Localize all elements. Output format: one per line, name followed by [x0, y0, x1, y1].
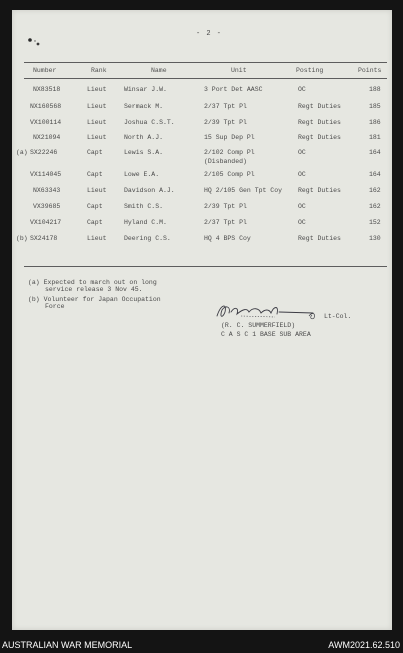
cell-number: NX21094 [33, 134, 61, 141]
column-header-rank: Rank [91, 67, 107, 74]
cell-number: VX104217 [30, 219, 62, 226]
cell-number: SX22246 [30, 149, 58, 156]
table-row [0, 235, 403, 244]
cell-rank: Lieut [87, 187, 107, 194]
cell-name: Hyland C.M. [124, 219, 167, 226]
cell-points: 130 [369, 235, 381, 242]
cell-unit: 2/37 Tpt Pl [204, 219, 247, 226]
cell-unit: 15 Sup Dep Pl [204, 134, 255, 141]
cell-rank: Capt [87, 171, 103, 178]
cell-points: 164 [369, 149, 381, 156]
cell-rank: Capt [87, 203, 103, 210]
table-row [0, 149, 403, 165]
cell-name: Winsar J.W. [124, 86, 167, 93]
cell-unit: 2/105 Comp Pl [204, 171, 255, 178]
cell-rank: Lieut [87, 119, 107, 126]
table-row [0, 171, 403, 180]
footnote-a-line2: service release 3 Nov 45. [45, 286, 143, 293]
cell-number: VX114045 [30, 171, 62, 178]
cell-name: Sermack M. [124, 103, 164, 110]
cell-name: Lowe E.A. [124, 171, 160, 178]
cell-number: NX160568 [30, 103, 62, 110]
cell-unit: HQ 4 BPS Coy [204, 235, 251, 242]
table-row [0, 119, 403, 128]
cell-name: North A.J. [124, 134, 164, 141]
cell-unit: 2/39 Tpt Pl [204, 203, 247, 210]
footnote-a-line1: (a) Expected to march out on long [28, 279, 157, 286]
cell-unit: 2/37 Tpt Pl [204, 103, 247, 110]
cell-points: 152 [369, 219, 381, 226]
cell-posting: OC [298, 149, 306, 156]
table-row [0, 134, 403, 143]
cell-rank: Capt [87, 219, 103, 226]
cell-number: SX24178 [30, 235, 58, 242]
signatory-rank: Lt-Col. [324, 313, 352, 320]
cell-rank: Lieut [87, 134, 107, 141]
cell-unit: HQ 2/105 Gen Tpt Coy [204, 187, 283, 194]
cell-posting: Regt Duties [298, 119, 341, 126]
column-header-name: Name [151, 67, 167, 74]
cell-number: NX83518 [33, 86, 61, 93]
cell-points: 186 [369, 119, 381, 126]
cell-points: 181 [369, 134, 381, 141]
column-header-unit: Unit [231, 67, 247, 74]
column-header-number: Number [33, 67, 57, 74]
cell-unit-note: (Disbanded) [204, 158, 247, 165]
cell-number: VX39685 [33, 203, 61, 210]
cell-points: 162 [369, 203, 381, 210]
cell-marker: (b) [16, 235, 28, 242]
cell-rank: Lieut [87, 103, 107, 110]
cell-rank: Lieut [87, 235, 107, 242]
page-number: - 2 - [196, 30, 223, 38]
column-header-points: Points [358, 67, 382, 74]
signatory-designation: C A S C 1 BASE SUB AREA [221, 331, 311, 338]
cell-points: 162 [369, 187, 381, 194]
handwritten-signature [213, 300, 323, 322]
cell-name: Davidson A.J. [124, 187, 175, 194]
cell-rank: Capt [87, 149, 103, 156]
table-row [0, 187, 403, 196]
cell-points: 164 [369, 171, 381, 178]
table-row [0, 219, 403, 228]
cell-posting: Regt Duties [298, 134, 341, 141]
table-header-rule [24, 78, 387, 79]
signatory-name: (R. C. SUMMERFIELD) [221, 322, 296, 329]
cell-unit: 2/39 Tpt Pl [204, 119, 247, 126]
cell-unit: 2/102 Comp Pl [204, 149, 255, 156]
cell-rank: Lieut [87, 86, 107, 93]
cell-posting: OC [298, 203, 306, 210]
footer-archive-name: AUSTRALIAN WAR MEMORIAL [2, 640, 133, 650]
table-top-rule [24, 62, 387, 63]
table-row [0, 203, 403, 212]
cell-points: 188 [369, 86, 381, 93]
table-row [0, 86, 403, 95]
footnote-b-line2: Force [45, 303, 65, 310]
footer-accession-number: AWM2021.62.510 [328, 640, 400, 650]
table-bottom-rule [24, 266, 387, 267]
cell-posting: Regt Duties [298, 103, 341, 110]
cell-posting: OC [298, 219, 306, 226]
cell-name: Deering C.S. [124, 235, 171, 242]
cell-posting: Regt Duties [298, 235, 341, 242]
cell-name: Lewis S.A. [124, 149, 164, 156]
cell-posting: OC [298, 86, 306, 93]
cell-posting: OC [298, 171, 306, 178]
table-row [0, 103, 403, 112]
cell-unit: 3 Port Det AASC [204, 86, 263, 93]
cell-number: NX63343 [33, 187, 61, 194]
cell-name: Joshua C.S.T. [124, 119, 175, 126]
footnote-b-line1: (b) Volunteer for Japan Occupation [28, 296, 161, 303]
cell-marker: (a) [16, 149, 28, 156]
cell-points: 185 [369, 103, 381, 110]
cell-number: VX100114 [30, 119, 62, 126]
punch-hole-marks [25, 35, 43, 49]
cell-name: Smith C.S. [124, 203, 164, 210]
column-header-posting: Posting [296, 67, 324, 74]
cell-posting: Regt Duties [298, 187, 341, 194]
